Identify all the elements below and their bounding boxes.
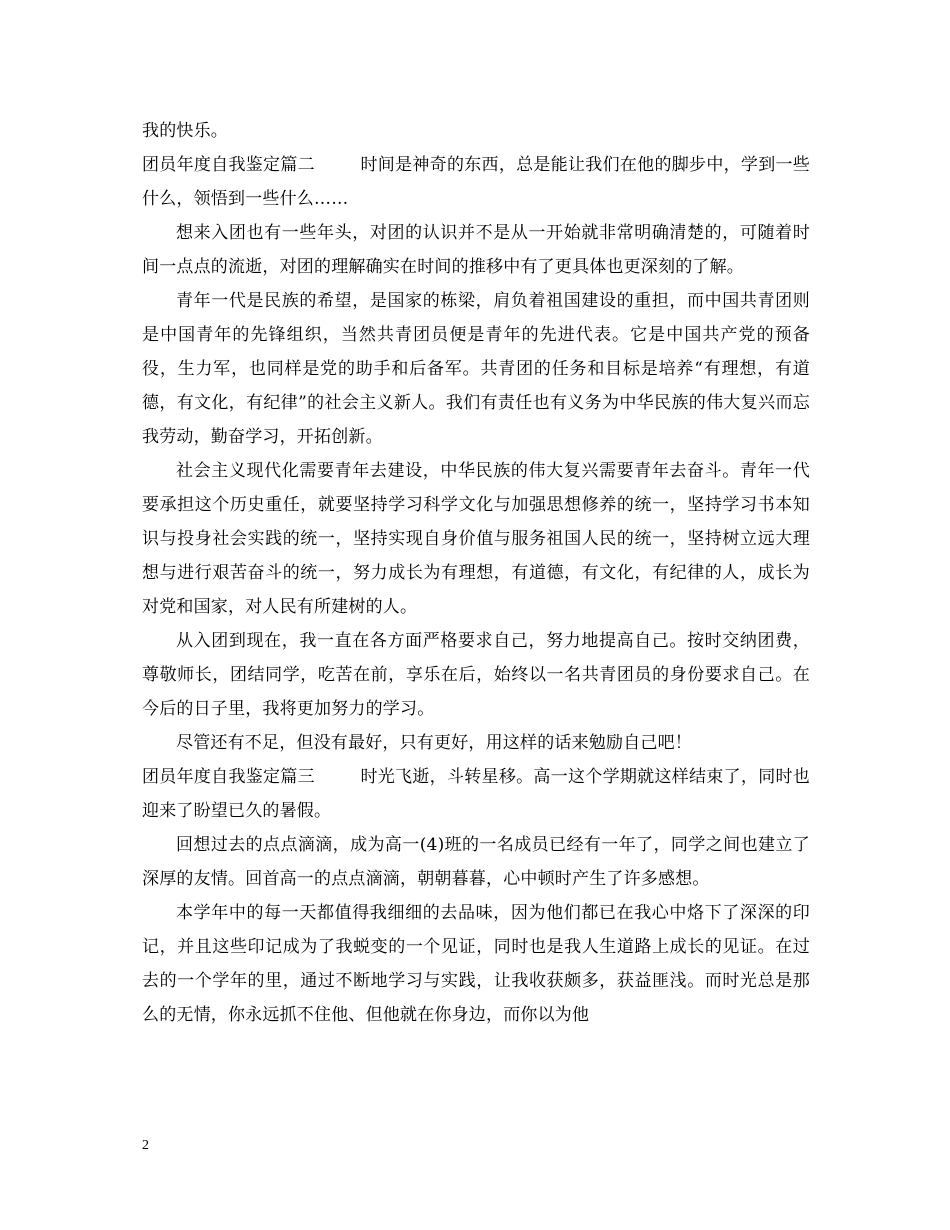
- paragraph: 尽管还有不足，但没有最好，只有更好，用这样的话来勉励自己吧！: [176, 733, 692, 753]
- paragraph: 青年一代是民族的希望，是国家的栋梁，肩负着祖国建设的重担，而中国共青团则是中国青年的先锋组织，当然共青团员便是青年的先进代表。它是中国共产党的预备役，生力军，也同样是党的助手和后备军。共青团的任务和目标是培养“有理想，有道德，有文化，有纪律”的社会主义新人。我们有责任也有义务为中华民族的伟大复兴而忘我劳动，勤奋学习，开拓创新。: [142, 291, 810, 447]
- section-heading-paragraph: [142, 148, 810, 216]
- paragraph: 想来入团也有一些年头，对团的认识并不是从一开始就非常明确清楚的，可随着时间一点点的流逝，对团的理解确实在时间的推移中有了更具体也更深刻的了解。: [142, 223, 810, 277]
- paragraph: 社会主义现代化需要青年去建设，中华民族的伟大复兴需要青年去奋斗。青年一代要承担这个历史重任，就要坚持学习科学文化与加强思想修养的统一，坚持学习书本知识与投身社会实践的统一，坚持实现自身价值与服务祖国人民的统一，坚持树立远大理想与进行艰苦奋斗的统一，努力成长为有理想，有道德，有文化，有纪律的人，成长为对党和国家，对人民有所建树的人。: [142, 461, 810, 617]
- section-lead-text: 时光飞逝，斗转星移。高一这个学期就这样结束了，同时也迎来了盼望已久的暑假。: [142, 767, 810, 821]
- document-body: [142, 114, 810, 1032]
- paragraph: 本学年中的每一天都值得我细细的去品味，因为他们都已在我心中烙下了深深的印记，并且这些印记成为了我蜕变的一个见证，同时也是我人生道路上成长的见证。在过去的一个学年的里，通过不断地学习与实践，让我收获颇多，获益匪浅。而时光总是那么的无情，你永远抓不住他、但他就在你身边，而你以为他: [142, 903, 810, 1025]
- section-title: 团员年度自我鉴定篇三: [142, 767, 315, 787]
- page-number: 2: [142, 1138, 149, 1153]
- paragraph: 从入团到现在，我一直在各方面严格要求自己，努力地提高自己。按时交纳团费，尊敬师长，团结同学，吃苦在前，享乐在后，始终以一名共青团员的身份要求自己。在今后的日子里，我将更加努力的学习。: [142, 631, 810, 719]
- section-lead-text: 时间是神奇的东西，总是能让我们在他的脚步中，学到一些什么，领悟到一些什么……: [142, 155, 810, 209]
- paragraph: 回想过去的点点滴滴，成为高一(4)班的一名成员已经有一年了，同学之间也建立了深厚的友情。回首高一的点点滴滴，朝朝暮暮，心中顿时产生了许多感想。: [142, 835, 810, 889]
- heading-gap: [315, 155, 361, 175]
- section-heading-paragraph: [142, 760, 810, 828]
- paragraph-plain: 我的快乐。: [142, 121, 228, 141]
- heading-gap: [315, 767, 361, 787]
- section-title: 团员年度自我鉴定篇二: [142, 155, 315, 175]
